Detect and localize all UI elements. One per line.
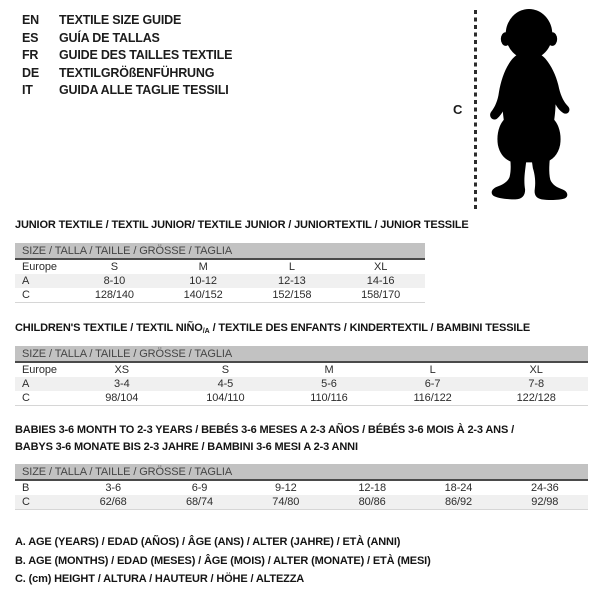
cell: 9-12 (275, 482, 297, 494)
babies-section-title (15, 422, 514, 455)
junior-section-title: JUNIOR TEXTILE / TEXTIL JUNIOR/ TEXTILE JUNIOR / JUNIORTEXTIL / JUNIOR TESSILE (15, 219, 469, 231)
cell: 98/104 (70, 391, 174, 406)
cell: 158/170 (336, 288, 425, 303)
lang-label: TEXTILGRÖßENFÜHRUNG (59, 65, 215, 80)
cell: 14-16 (336, 274, 425, 288)
cell: XL (529, 364, 543, 376)
cell: 6-9 (191, 482, 208, 494)
cell: 7-8 (484, 377, 588, 391)
lang-row-de (22, 65, 232, 83)
row-label: A (15, 377, 70, 391)
measure-legend (15, 533, 431, 589)
legend-line-c: C. (cm) HEIGHT / ALTURA / HAUTEUR / HÖHE / ALTEZZA (15, 573, 305, 585)
children-section-title (15, 320, 530, 341)
cell: 5-6 (277, 377, 381, 391)
children-title-post: / TEXTILE DES ENFANTS / KINDERTEXTIL / BAMBINI TESSILE (209, 322, 531, 334)
cell: 10-12 (159, 274, 248, 288)
table-row (15, 259, 425, 274)
babies-title-line2: BABYS 3-6 MONATE BIS 2-3 JAHRE / BAMBINI 3-6 MESI A 2-3 ANNI (15, 440, 358, 453)
table-row (15, 391, 588, 406)
cell: 18-24 (444, 482, 473, 494)
cell: 6-7 (381, 377, 485, 391)
lang-code: IT (22, 83, 33, 97)
babies-size-table (15, 464, 588, 510)
height-measure-label: C (453, 102, 463, 117)
language-title-list (22, 12, 232, 100)
cell: 116/122 (381, 391, 485, 406)
row-label: C (15, 391, 70, 406)
cell: 3-4 (70, 377, 174, 391)
children-size-table (15, 346, 588, 406)
cell: XS (114, 364, 130, 376)
cell: S (221, 364, 230, 376)
lang-row-es (22, 30, 232, 48)
lang-label: TEXTILE SIZE GUIDE (59, 13, 182, 27)
lang-code: ES (22, 30, 39, 45)
cell: 128/140 (70, 288, 159, 303)
lang-label: GUIDE DES TAILLES TEXTILE (59, 48, 233, 62)
table-row (15, 274, 425, 288)
lang-row-it (22, 82, 232, 100)
cell: 122/128 (484, 391, 588, 406)
cell: 12-18 (358, 482, 386, 494)
children-title-pre: CHILDREN'S TEXTILE / TEXTIL NIÑO (15, 322, 203, 334)
babies-title-line1: BABIES 3-6 MONTH TO 2-3 YEARS / BEBÉS 3-6 MESES A 2-3 AÑOS / BÉBÉS 3-6 MOIS À 2-3 ANS / (15, 424, 514, 436)
table-row (15, 288, 425, 303)
row-label: A (15, 274, 70, 288)
cell: 140/152 (159, 288, 248, 303)
row-label: Europe (22, 364, 57, 376)
cell: 104/110 (174, 391, 278, 406)
cell: M (198, 261, 208, 273)
cell: L (288, 261, 295, 273)
junior-size-table (15, 243, 425, 303)
size-header-bar: SIZE / TALLA / TAILLE / GRÖSSE / TAGLIA (15, 346, 588, 362)
toddler-silhouette-image (480, 7, 578, 211)
legend-line-b: B. AGE (MONTHS) / EDAD (MESES) / ÂGE (MOIS) / ALTER (MONATE) / ETÀ (MESI) (15, 554, 431, 567)
cell: 74/80 (243, 495, 329, 510)
cell: 3-6 (105, 482, 121, 494)
row-label: B (22, 482, 30, 494)
lang-label: GUÍA DE TALLAS (59, 30, 160, 45)
cell: 12-13 (248, 274, 337, 288)
cell: 8-10 (70, 274, 159, 288)
cell: 92/98 (502, 495, 588, 510)
table-row (15, 480, 588, 495)
row-label: C (15, 288, 70, 303)
children-title-subscript: /A (202, 328, 210, 335)
size-header-bar: SIZE / TALLA / TAILLE / GRÖSSE / TAGLIA (15, 243, 425, 259)
cell: 68/74 (156, 495, 242, 510)
size-header-bar: SIZE / TALLA / TAILLE / GRÖSSE / TAGLIA (15, 464, 588, 480)
cell: 80/86 (329, 495, 415, 510)
lang-code: DE (22, 65, 39, 80)
table-row (15, 362, 588, 377)
cell: M (324, 364, 334, 376)
lang-row-en (22, 12, 232, 30)
lang-row-fr (22, 47, 232, 65)
table-row (15, 495, 588, 510)
cell: 86/92 (415, 495, 501, 510)
lang-code: FR (22, 48, 39, 62)
cell: L (429, 364, 436, 376)
cell: 24-36 (531, 482, 559, 494)
table-row (15, 377, 588, 391)
cell: 110/116 (277, 391, 381, 406)
cell: 62/68 (70, 495, 156, 510)
cell: S (110, 261, 118, 273)
cell: 152/158 (248, 288, 337, 303)
row-label: Europe (22, 261, 57, 273)
row-label: C (15, 495, 70, 510)
legend-line-a: A. AGE (YEARS) / EDAD (AÑOS) / ÂGE (ANS) / ALTER (JAHRE) / ETÀ (ANNI) (15, 536, 401, 548)
cell: XL (373, 261, 388, 273)
lang-label: GUIDA ALLE TAGLIE TESSILI (59, 83, 229, 97)
height-measure-dotted-line (474, 10, 477, 210)
lang-code: EN (22, 13, 39, 27)
cell: 4-5 (174, 377, 278, 391)
